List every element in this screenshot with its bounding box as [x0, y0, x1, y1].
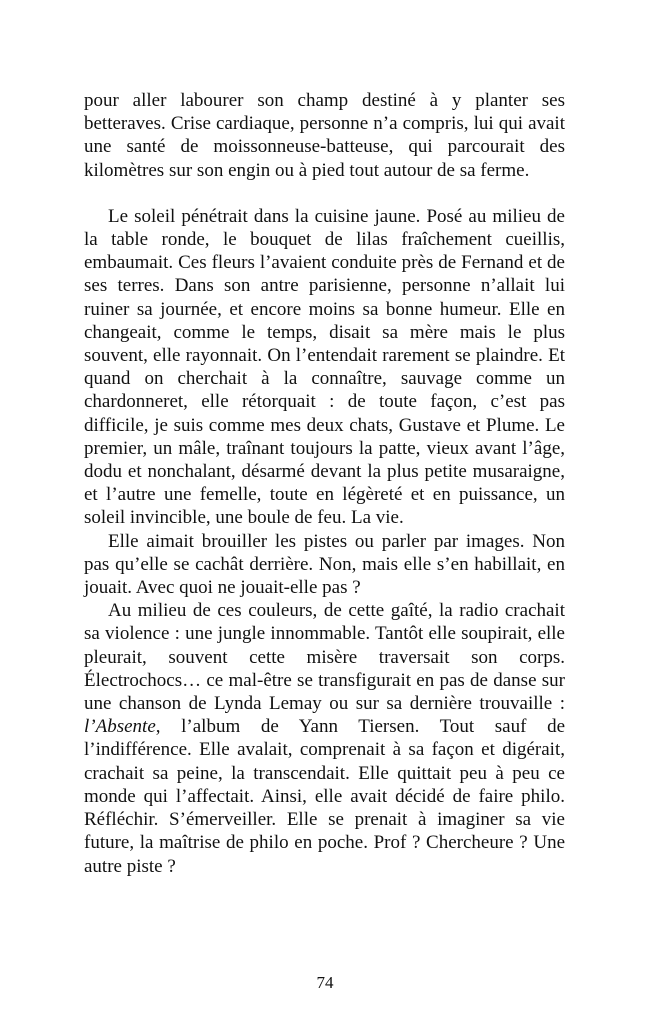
body-text: [84, 89, 565, 878]
paragraph-radio-start: Au milieu de ces couleurs, de cette gaîté, la radio crachait sa violence : une jungle innommable. Tantôt elle soupirait, elle pleurait, souvent cette misère traversait son corps. Électrochocs… ce mal-être se transfigurait en pas de danse sur une chanson de Lynda Lemay ou sur sa dernière trouvaille :: [84, 600, 565, 715]
paragraph-images: Elle aimait brouiller les pistes ou parler par images. Non pas qu’elle se cachât derrière. Non, mais elle s’en habillait, en jouait. Avec quoi ne jouait-elle pas ?: [84, 530, 565, 599]
paragraph-radio-end: , l’album de Yann Tiersen. Tout sauf de l’indifférence. Elle avalait, comprenait à sa façon et digérait, crachait sa peine, la transcendait. Elle quittait peu à peu ce monde qui l’affectait. Ainsi, elle avait décidé de faire philo. Réfléchir. S’émerveiller. Elle se prenait à imaginer sa vie future, la maîtrise de philo en poche. Prof ? Chercheure ? Une autre piste ?: [84, 716, 565, 877]
album-title: l’Absente: [84, 716, 156, 738]
paragraph-continued: pour aller labourer son champ destiné à y planter ses betteraves. Crise cardiaque, personne n’a compris, lui qui avait une santé de moissonneuse-batteuse, qui parcourait des kilomètres sur son engin ou à pied tout autour de sa ferme.: [84, 90, 565, 181]
paragraph-radio: [84, 599, 565, 877]
paragraph-kitchen: Le soleil pénétrait dans la cuisine jaune. Posé au milieu de la table ronde, le bouquet de lilas fraîchement cueillis, embaumait. Ces fleurs l’avaient conduite près de Fernand et de ses terres. Dans son antre parisienne, personne n’allait lui ruiner sa journée, et encore moins sa bonne humeur. Elle en changeait, comme le temps, disait sa mère mais le plus souvent, elle rayonnait. On l’entendait rarement se plaindre. Et quand on cherchait à la connaître, sauvage comme un chardonneret, elle rétorquait : de toute façon, c’est pas difficile, je suis comme mes deux chats, Gustave et Plume. Le premier, un mâle, traînant toujours la patte, vieux avant l’âge, dodu et nonchalant, désarmé devant la plus petite musaraigne, et l’autre une femelle, toute en légèreté et en puissance, un soleil invincible, une boule de feu. La vie.: [84, 205, 565, 529]
page-number: 74: [316, 973, 334, 992]
